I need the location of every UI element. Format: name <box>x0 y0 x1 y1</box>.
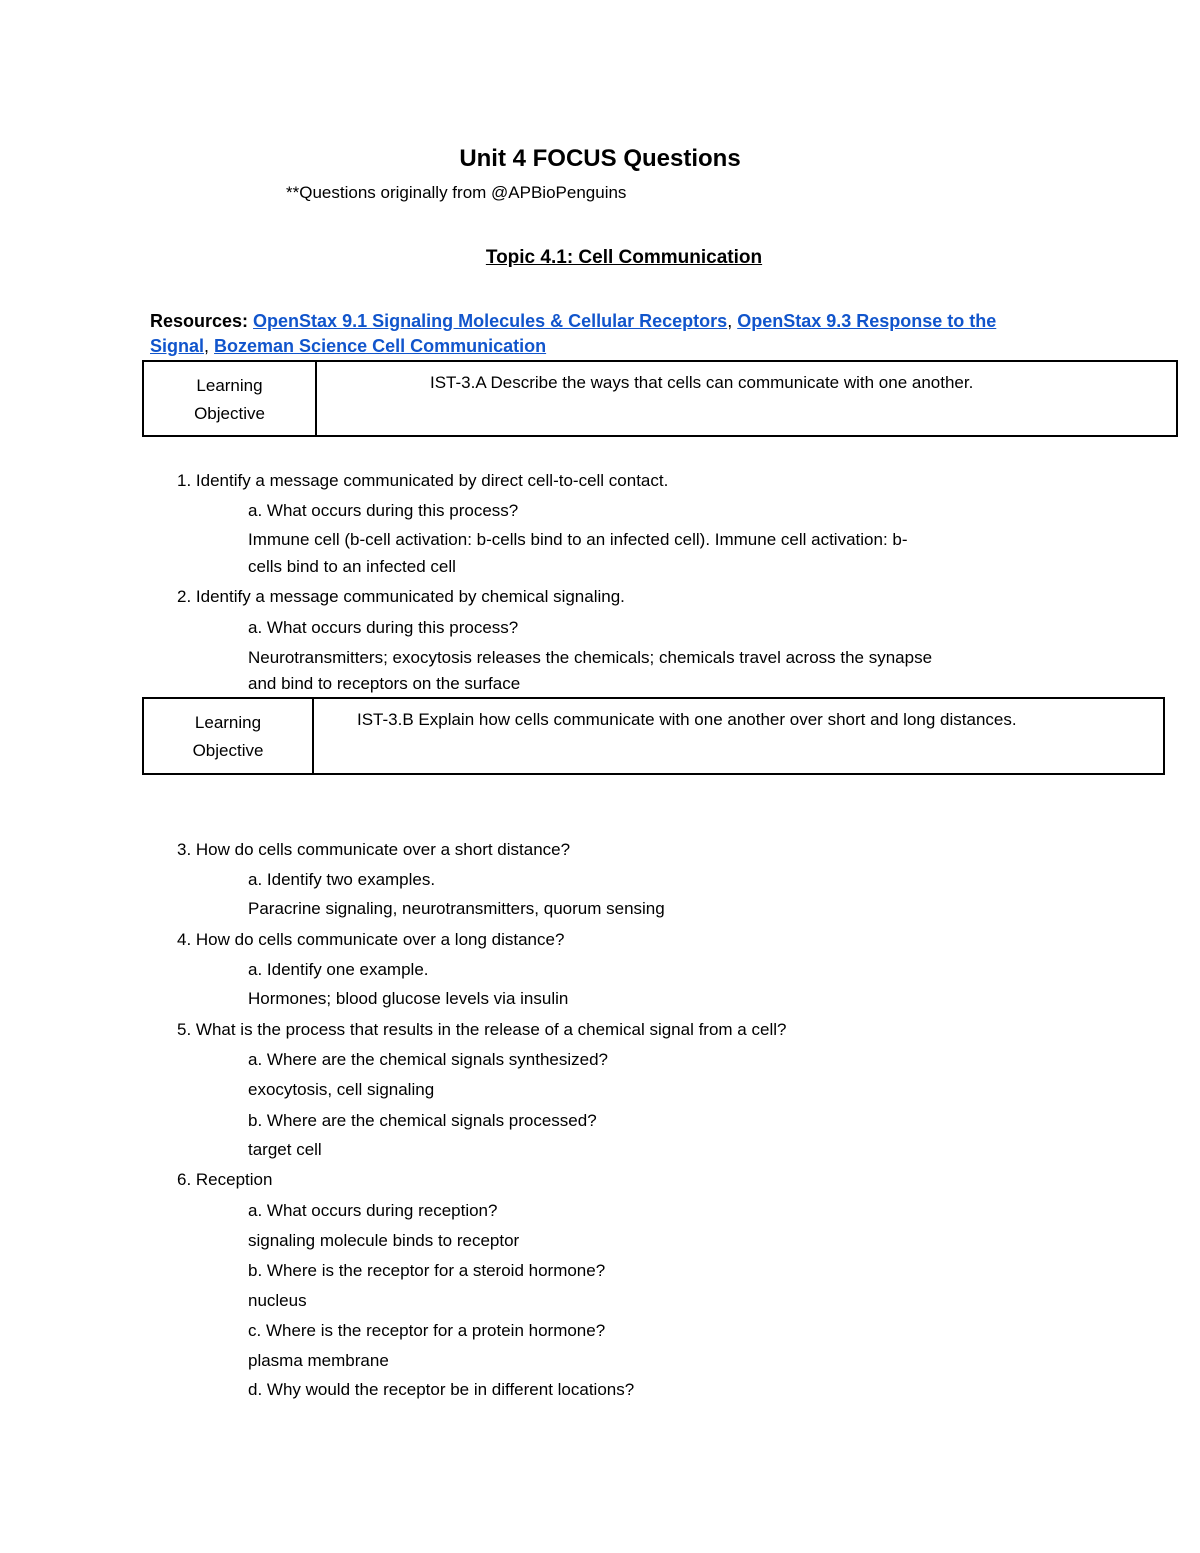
question-5a: a. Where are the chemical signals synthesized? <box>248 1050 609 1069</box>
resources-block <box>150 309 996 359</box>
learning-objective-label <box>144 699 314 773</box>
openstax-9-1-link[interactable]: OpenStax 9.1 Signaling Molecules & Cellular Receptors <box>253 311 728 331</box>
answer-2a-line-2: and bind to receptors on the surface <box>248 674 521 693</box>
answer-3a: Paracrine signaling, neurotransmitters, quorum sensing <box>248 899 665 918</box>
label-line: Learning <box>196 376 263 395</box>
question-3: 3. How do cells communicate over a short distance? <box>177 840 571 859</box>
answer-5b: target cell <box>248 1140 322 1159</box>
resources-label: Resources: <box>150 311 254 331</box>
question-4a: a. Identify one example. <box>248 960 429 979</box>
learning-objective-text: IST-3.A Describe the ways that cells can communicate with one another. <box>430 373 974 392</box>
openstax-9-3-link-continued[interactable]: Signal <box>150 336 205 356</box>
question-1a: a. What occurs during this process? <box>248 501 519 520</box>
openstax-9-3-link[interactable]: OpenStax 9.3 Response to the <box>737 311 997 331</box>
answer-5a: exocytosis, cell signaling <box>248 1080 435 1099</box>
question-2a: a. What occurs during this process? <box>248 618 519 637</box>
learning-objective-table-2 <box>142 697 1165 775</box>
label-line: Objective <box>192 741 264 760</box>
bozeman-science-link[interactable]: Bozeman Science Cell Communication <box>214 336 547 356</box>
topic-heading: Topic 4.1: Cell Communication <box>485 247 763 268</box>
answer-6b: nucleus <box>248 1291 307 1310</box>
resources-separator: , <box>204 336 215 356</box>
answer-1a-line-1: Immune cell (b-cell activation: b-cells bind to an infected cell). Immune cell activation: b- <box>248 530 908 549</box>
learning-objective-text: IST-3.B Explain how cells communicate with one another over short and long distances. <box>357 710 1017 729</box>
resources-line-1 <box>150 309 996 334</box>
question-5b: b. Where are the chemical signals processed? <box>248 1111 597 1130</box>
question-4: 4. How do cells communicate over a long distance? <box>177 930 565 949</box>
label-line: Objective <box>194 404 265 423</box>
resources-separator: , <box>727 311 738 331</box>
question-1: 1. Identify a message communicated by direct cell-to-cell contact. <box>177 471 669 490</box>
resources-line-2 <box>150 334 996 359</box>
question-3a: a. Identify two examples. <box>248 870 436 889</box>
answer-6c: plasma membrane <box>248 1351 389 1370</box>
label-line: Learning <box>194 713 262 732</box>
answer-4a: Hormones; blood glucose levels via insulin <box>248 989 569 1008</box>
question-6: 6. Reception <box>177 1170 273 1189</box>
answer-1a-line-2: cells bind to an infected cell <box>248 557 456 576</box>
document-subtitle: **Questions originally from @APBioPenguins <box>286 183 627 202</box>
learning-objective-table-1 <box>142 360 1178 437</box>
question-6c: c. Where is the receptor for a protein hormone? <box>248 1321 606 1340</box>
question-6b: b. Where is the receptor for a steroid hormone? <box>248 1261 606 1280</box>
question-6a: a. What occurs during reception? <box>248 1201 498 1220</box>
question-5: 5. What is the process that results in the release of a chemical signal from a cell? <box>177 1020 787 1039</box>
answer-2a-line-1: Neurotransmitters; exocytosis releases the chemicals; chemicals travel across the synapse <box>248 648 933 667</box>
question-6d: d. Why would the receptor be in different locations? <box>248 1380 635 1399</box>
learning-objective-label <box>144 362 317 435</box>
question-2: 2. Identify a message communicated by chemical signaling. <box>177 587 625 606</box>
document-title: Unit 4 FOCUS Questions <box>459 145 741 172</box>
answer-6a: signaling molecule binds to receptor <box>248 1231 520 1250</box>
